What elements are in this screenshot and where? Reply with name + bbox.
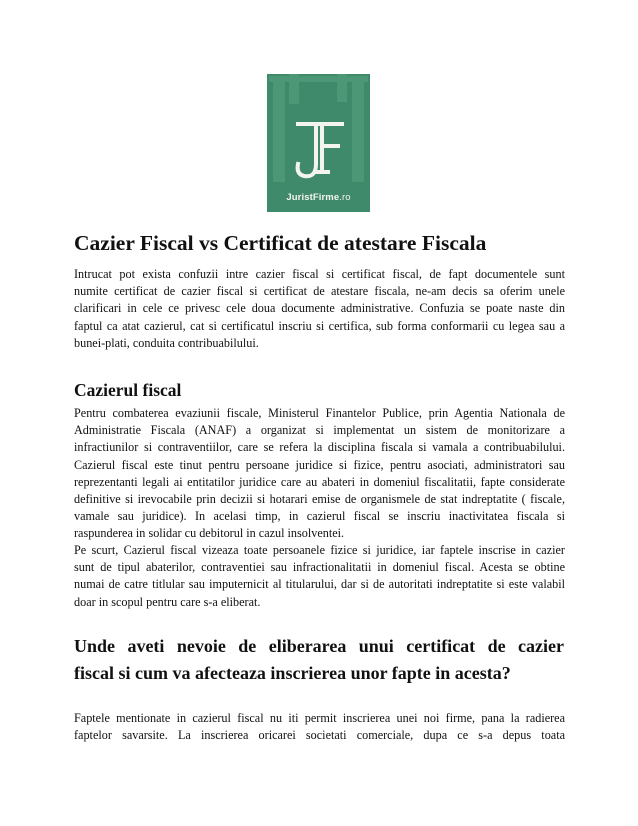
text-line: Pentru combaterea evaziunii fiscale, Ministerul Finantelor Publice, prin Agentia Nationala de xyxy=(74,406,565,420)
text-line: Faptele mentionate in cazierul fiscal nu iti permit inscrierea unei noi firme, pana la radierea xyxy=(74,711,565,725)
jf-monogram-icon xyxy=(292,114,346,184)
text-line: Intrucat pot exista confuzii intre cazier fiscal si certificat fiscal, de fapt documentele sunt xyxy=(74,267,565,281)
text-line: Administratie Fiscala (ANAF) a organizat si implementat un sistem de monitorizare a xyxy=(74,423,565,438)
text-line: infractiunilor si contraventiilor, care se refera la disciplina fiscala si vamala a contribuabilului. xyxy=(74,440,565,455)
heading-line: Unde aveti nevoie de eliberarea unui certificat de cazier xyxy=(74,636,564,656)
intro-paragraph xyxy=(74,266,565,352)
text-line: reprezentanti legali ai entitatilor juridice care au abateri in domeniul fiscalitatii, fapte considerate xyxy=(74,474,565,489)
section-heading-unde-aveti-nevoie xyxy=(74,633,564,687)
heading-line: fiscal si cum va afecteaza inscrierea unor fapte in acesta? xyxy=(74,663,511,683)
text-line: Pe scurt, Cazierul fiscal vizeaza toate persoanele fizice si juridice, iar faptele inscrise in cazier xyxy=(74,543,565,557)
logo-wordmark: JuristFirme.ro xyxy=(286,192,351,203)
text-line: numai de catre titlular sau imputernicit al titularului, dar si de autoritati indreptatite si este valabil xyxy=(74,577,565,592)
juristfirme-logo xyxy=(267,74,370,212)
text-line: numite certificat de cazier fiscal si certificat de atestare fiscala, ne-am decis sa oferim unele xyxy=(74,284,565,299)
text-line: faptul ca atat cazierul, cat si certificatul inscriu si certifica, sub forma conformarii cu legea sau a xyxy=(74,318,565,333)
section-heading-cazier-fiscal: Cazierul fiscal xyxy=(74,380,182,400)
text-line: vamale sau juridice). In acelasi timp, in cazierul fiscal se inscriu inactivitatea fiscala si xyxy=(74,509,565,524)
text-line: clarificari in cele ce privesc cele doua documente administrative. Confuzia se poate naste din xyxy=(74,301,565,316)
text-line: faptelor savarsite. La inscrierea oricarei societati comerciale, dupa ce s-a depus toata xyxy=(74,728,565,743)
text-line: Cazierul fiscal este tinut pentru persoane juridice si fizice, pentru asociati, administratori sau xyxy=(74,457,565,472)
cazier-paragraph-2 xyxy=(74,542,565,611)
cazier-paragraph-1 xyxy=(74,405,565,543)
text-line: raspunderea in solidar cu debitorul in cazul insolventei. xyxy=(74,526,345,541)
text-line: definitive si irevocabile prin decizii si hotarari emise de organismele de stat indreptatite ( fiscale, xyxy=(74,492,565,507)
section2-paragraph-1 xyxy=(74,710,565,744)
text-line: doar in scopul pentru care s-a eliberat. xyxy=(74,594,261,609)
text-line: bunei-plati, conduita contribuabilului. xyxy=(74,335,259,350)
document-title: Cazier Fiscal vs Certificat de atestare Fiscala xyxy=(74,231,487,255)
text-line: sunt de tipul abaterilor, contraventiei sau infractionalitatii in domeniul fiscal. Acesta se obtine xyxy=(74,560,565,575)
